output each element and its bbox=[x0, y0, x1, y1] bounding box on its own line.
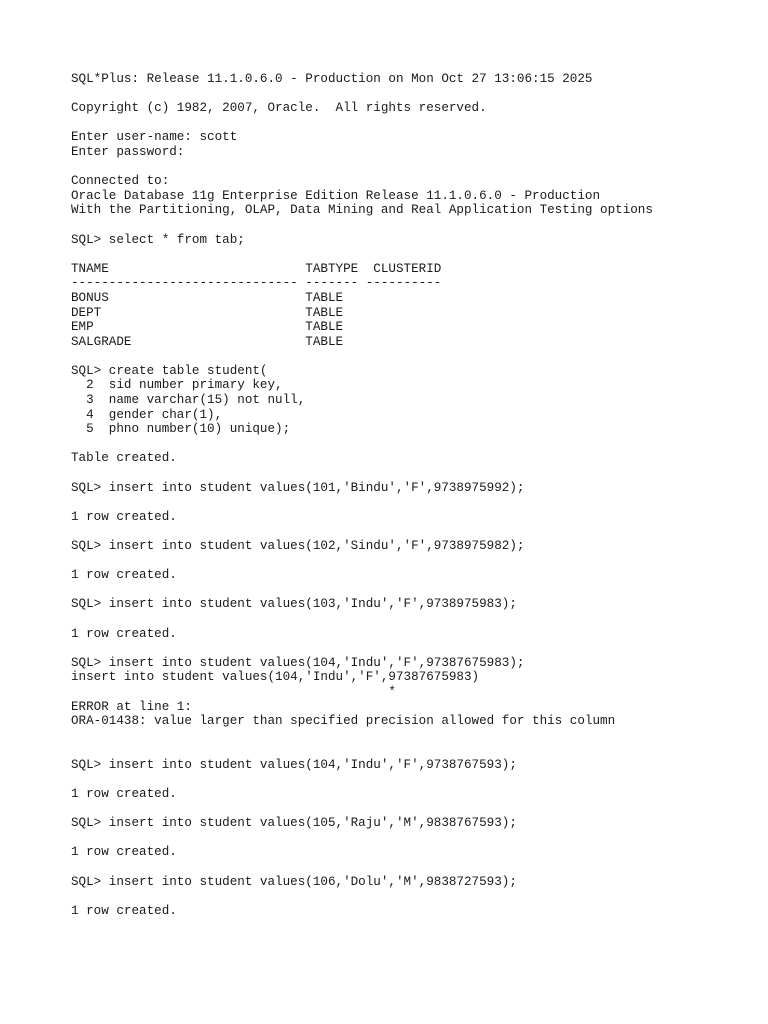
blank-line bbox=[71, 466, 761, 481]
blank-line bbox=[71, 831, 761, 846]
db-options-line: With the Partitioning, OLAP, Data Mining and Real Application Testing options bbox=[71, 203, 653, 218]
blank-line bbox=[71, 437, 761, 452]
result-table-row: SALGRADE TABLE bbox=[71, 334, 344, 349]
blank-line bbox=[71, 802, 761, 817]
blank-line bbox=[71, 773, 761, 788]
insert-command: SQL> insert into student values(106,'Dolu','M',9838727593); bbox=[71, 874, 517, 889]
result-table-row: DEPT TABLE bbox=[71, 305, 344, 320]
error-position-marker: * bbox=[71, 684, 396, 699]
create-table-line: 3 name varchar(15) not null, bbox=[71, 393, 306, 408]
row-created-message: 1 row created. bbox=[71, 568, 177, 583]
blank-line bbox=[71, 87, 761, 102]
row-created-message: 1 row created. bbox=[71, 903, 177, 918]
blank-line bbox=[71, 524, 761, 539]
error-message: ORA-01438: value larger than specified precision allowed for this column bbox=[71, 714, 616, 729]
select-tab-command: SQL> select * from tab; bbox=[71, 232, 245, 247]
error-line-label: ERROR at line 1: bbox=[71, 699, 192, 714]
create-table-line: SQL> create table student( bbox=[71, 363, 268, 378]
create-table-line: 5 phno number(10) unique); bbox=[71, 422, 291, 437]
copyright-line: Copyright (c) 1982, 2007, Oracle. All rights reserved. bbox=[71, 101, 487, 116]
insert-command: SQL> insert into student values(104,'Indu','F',9738767593); bbox=[71, 757, 517, 772]
password-prompt: Enter password: bbox=[71, 144, 185, 159]
row-created-message: 1 row created. bbox=[71, 509, 177, 524]
blank-line bbox=[71, 495, 761, 510]
row-created-message: 1 row created. bbox=[71, 626, 177, 641]
result-table-row: BONUS TABLE bbox=[71, 290, 344, 305]
blank-line bbox=[71, 349, 761, 364]
table-created-message: Table created. bbox=[71, 451, 177, 466]
result-table-separator: ------------------------------ ------- ---------- bbox=[71, 276, 442, 291]
blank-line bbox=[71, 729, 761, 744]
create-table-line: 4 gender char(1), bbox=[71, 407, 223, 422]
blank-line bbox=[71, 247, 761, 262]
insert-command: SQL> insert into student values(101,'Bindu','F',9738975992); bbox=[71, 480, 525, 495]
result-table-row: EMP TABLE bbox=[71, 320, 344, 335]
blank-line bbox=[71, 554, 761, 569]
create-table-line: 2 sid number primary key, bbox=[71, 378, 283, 393]
error-echo-line: insert into student values(104,'Indu','F',97387675983) bbox=[71, 670, 480, 685]
blank-line bbox=[71, 116, 761, 131]
row-created-message: 1 row created. bbox=[71, 787, 177, 802]
blank-line bbox=[71, 889, 761, 904]
blank-line bbox=[71, 583, 761, 598]
blank-line bbox=[71, 218, 761, 233]
insert-command: SQL> insert into student values(105,'Raju','M',9838767593); bbox=[71, 816, 517, 831]
insert-command: SQL> insert into student values(103,'Indu','F',9738975983); bbox=[71, 597, 517, 612]
row-created-message: 1 row created. bbox=[71, 845, 177, 860]
username-prompt: Enter user-name: scott bbox=[71, 130, 238, 145]
insert-command-failed: SQL> insert into student values(104,'Indu','F',97387675983); bbox=[71, 655, 525, 670]
sqlplus-console-output bbox=[71, 72, 761, 918]
blank-line bbox=[71, 743, 761, 758]
blank-line bbox=[71, 160, 761, 175]
blank-line bbox=[71, 641, 761, 656]
blank-line bbox=[71, 860, 761, 875]
db-version-line: Oracle Database 11g Enterprise Edition Release 11.1.0.6.0 - Production bbox=[71, 188, 601, 203]
blank-line bbox=[71, 612, 761, 627]
sqlplus-banner: SQL*Plus: Release 11.1.0.6.0 - Production on Mon Oct 27 13:06:15 2025 bbox=[71, 72, 593, 86]
connected-to-line: Connected to: bbox=[71, 174, 170, 189]
insert-command: SQL> insert into student values(102,'Sindu','F',9738975982); bbox=[71, 539, 525, 553]
result-table-header: TNAME TABTYPE CLUSTERID bbox=[71, 261, 442, 276]
